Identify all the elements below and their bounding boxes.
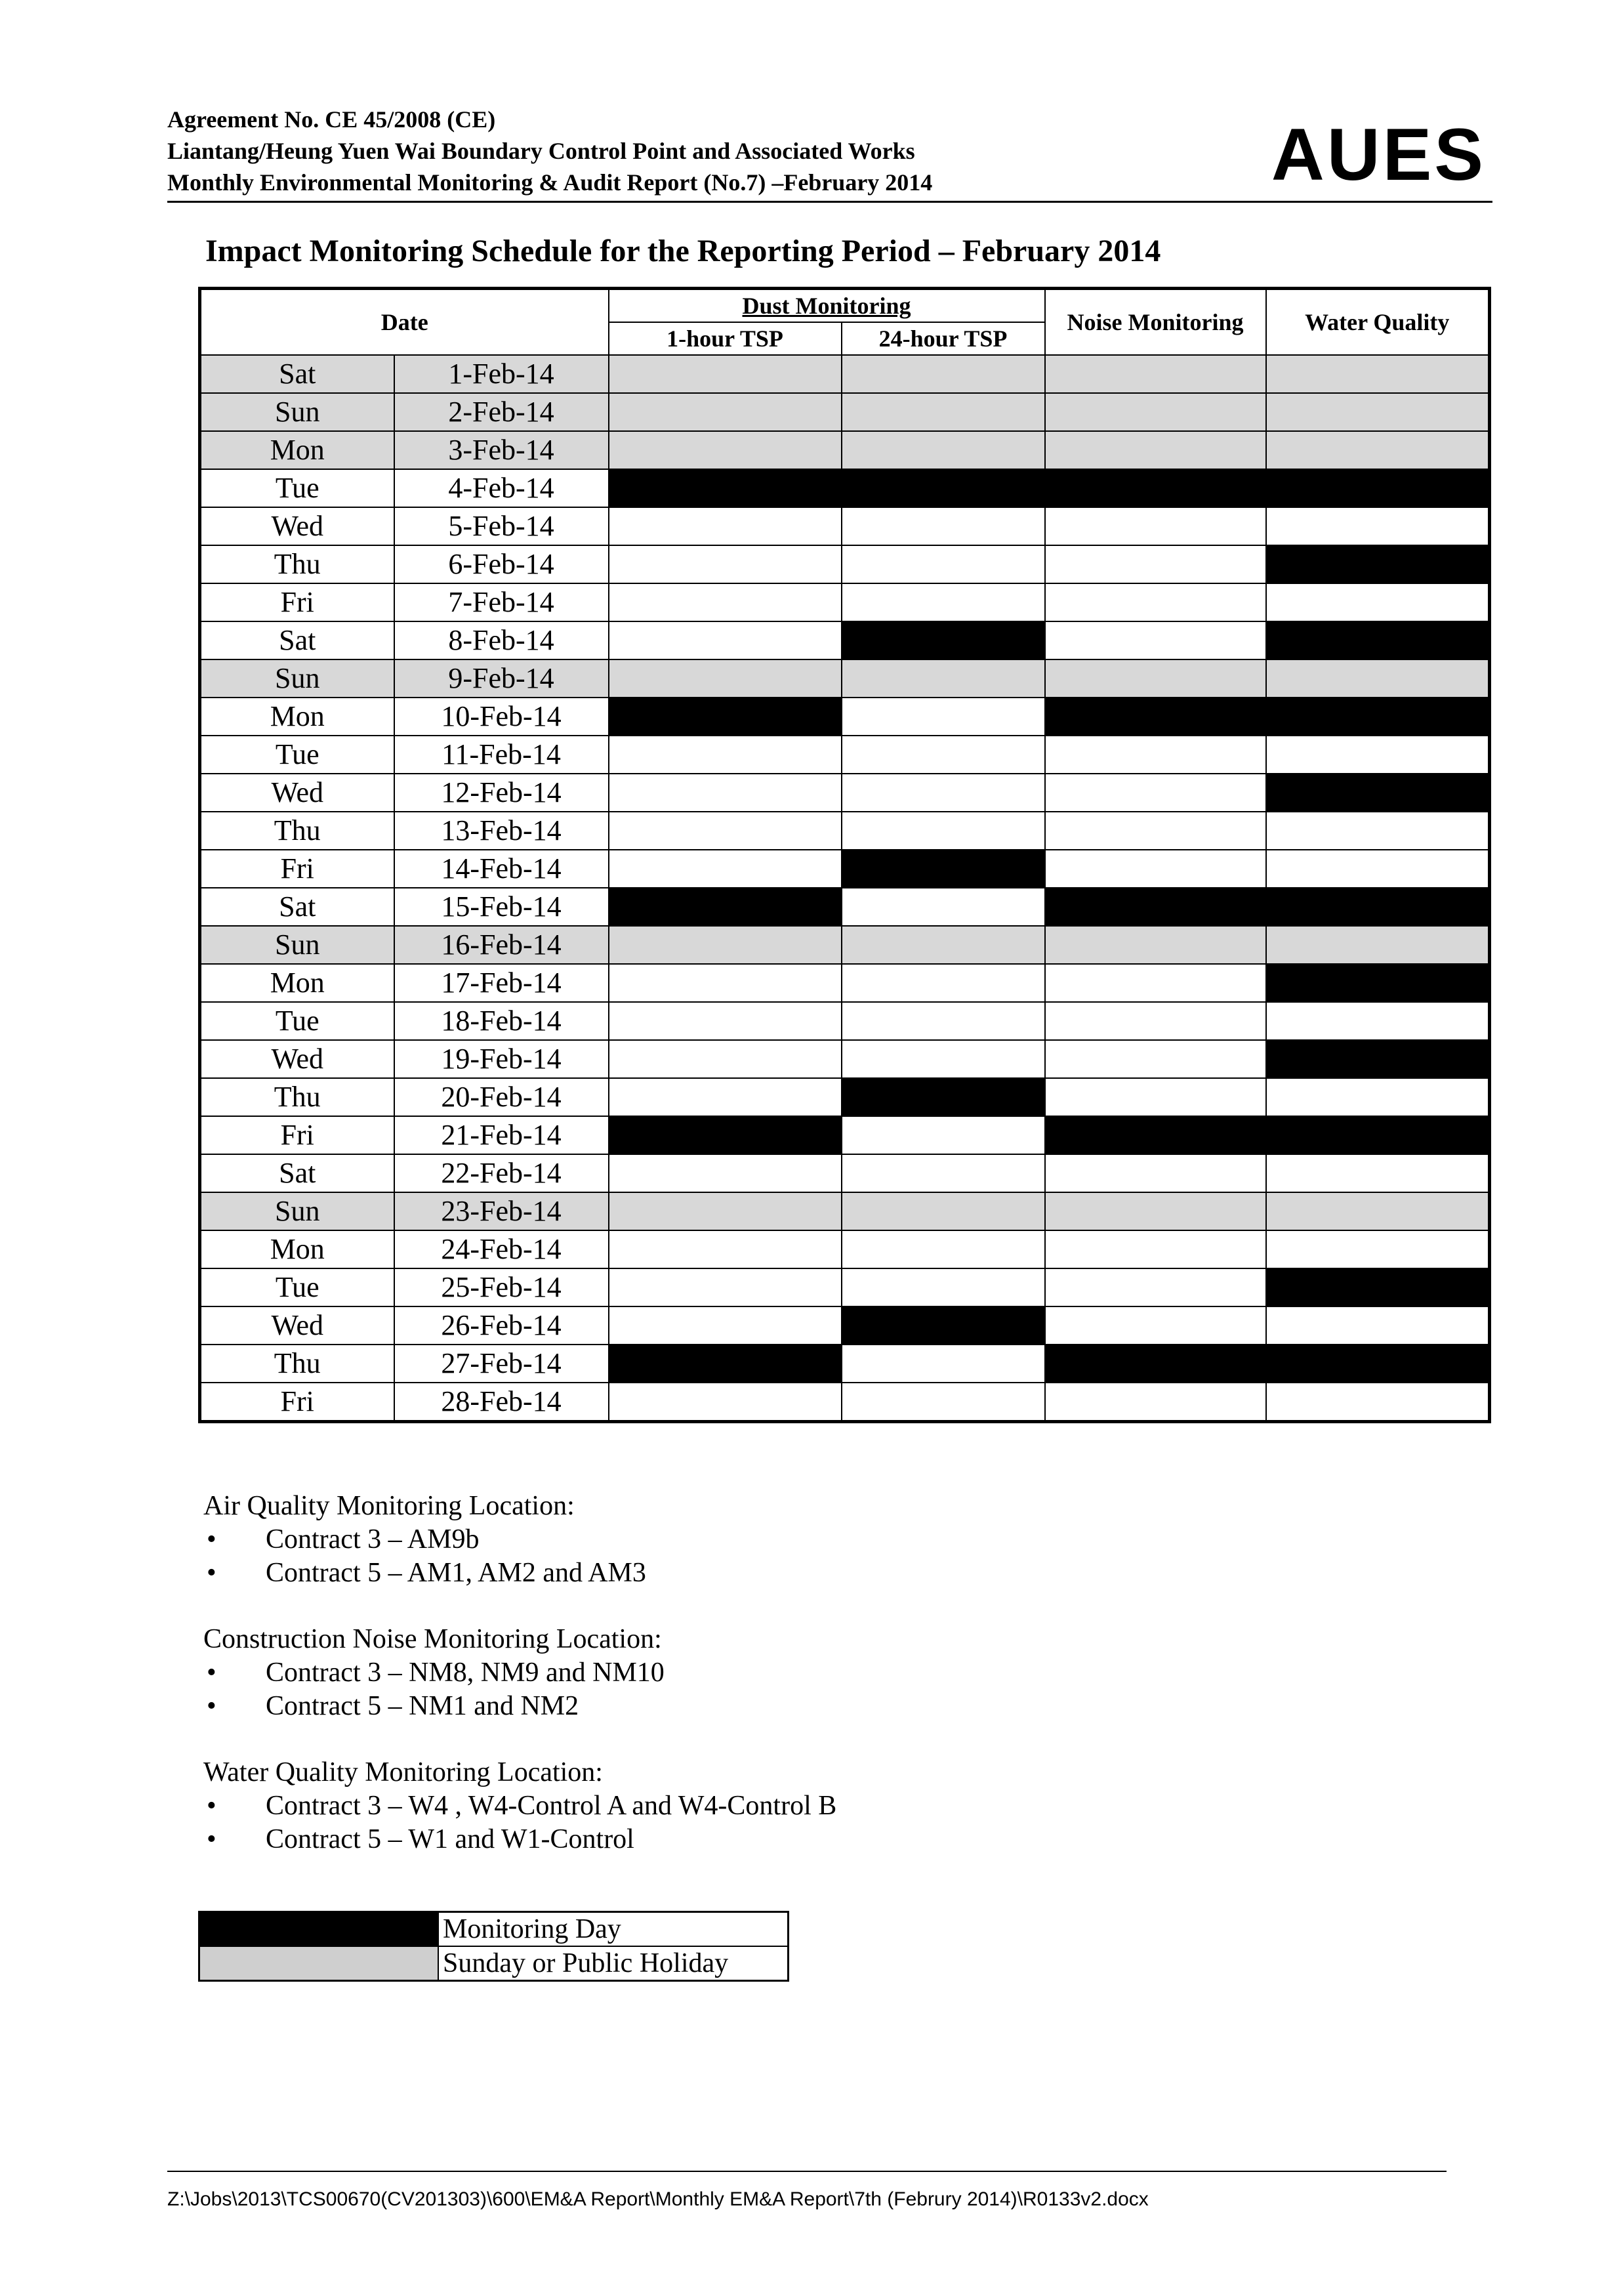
day-cell: Tue <box>200 1268 394 1306</box>
water-quality-locations <box>203 1756 836 1856</box>
holiday-label: Sunday or Public Holiday <box>438 1946 789 1981</box>
list-item <box>203 1656 836 1690</box>
list-item-text: Contract 5 – AM1, AM2 and AM3 <box>266 1558 646 1588</box>
date-cell: 16-Feb-14 <box>394 926 609 964</box>
list-item <box>203 1690 836 1723</box>
tsp24-cell <box>842 1230 1045 1268</box>
date-cell: 1-Feb-14 <box>394 355 609 393</box>
tsp1-cell <box>609 964 842 1002</box>
date-cell: 17-Feb-14 <box>394 964 609 1002</box>
water-cell <box>1266 812 1490 850</box>
date-header: Date <box>200 289 609 356</box>
noise-cell <box>1045 1078 1266 1116</box>
day-cell: Tue <box>200 1002 394 1040</box>
list-item-text: Contract 3 – W4 , W4-Control A and W4-Control B <box>266 1791 837 1821</box>
air-quality-heading: Air Quality Monitoring Location: <box>203 1491 575 1521</box>
water-cell <box>1266 888 1490 926</box>
day-cell: Wed <box>200 1306 394 1345</box>
list-item-text: Contract 3 – NM8, NM9 and NM10 <box>266 1658 665 1688</box>
table-row <box>200 1116 1490 1154</box>
noise-cell <box>1045 1116 1266 1154</box>
day-cell: Fri <box>200 1116 394 1154</box>
table-row <box>200 355 1490 393</box>
date-cell: 21-Feb-14 <box>394 1116 609 1154</box>
tsp24-cell <box>842 1154 1045 1192</box>
table-row <box>200 583 1490 621</box>
tsp-1hour-header: 1-hour TSP <box>609 322 842 355</box>
table-row <box>200 964 1490 1002</box>
date-cell: 10-Feb-14 <box>394 698 609 736</box>
noise-cell <box>1045 355 1266 393</box>
water-cell <box>1266 774 1490 812</box>
table-row <box>200 621 1490 659</box>
table-row <box>200 1383 1490 1422</box>
tsp1-cell <box>609 812 842 850</box>
water-cell <box>1266 1078 1490 1116</box>
noise-cell <box>1045 393 1266 431</box>
day-cell: Fri <box>200 583 394 621</box>
day-cell: Sun <box>200 659 394 698</box>
day-cell: Thu <box>200 1345 394 1383</box>
water-cell <box>1266 736 1490 774</box>
day-cell: Sat <box>200 621 394 659</box>
air-quality-locations <box>203 1490 836 1590</box>
water-cell <box>1266 659 1490 698</box>
date-cell: 3-Feb-14 <box>394 431 609 469</box>
tsp24-cell <box>842 507 1045 545</box>
list-item-text: Contract 5 – W1 and W1-Control <box>266 1824 634 1854</box>
noise-cell <box>1045 1306 1266 1345</box>
day-cell: Wed <box>200 774 394 812</box>
aues-logo: AUES <box>1271 114 1486 196</box>
table-row <box>200 1154 1490 1192</box>
date-cell: 15-Feb-14 <box>394 888 609 926</box>
day-cell: Sun <box>200 393 394 431</box>
table-row <box>200 736 1490 774</box>
tsp24-cell <box>842 926 1045 964</box>
table-row <box>200 1002 1490 1040</box>
monitoring-schedule-table <box>198 287 1491 1423</box>
dust-monitoring-header: Dust Monitoring <box>609 289 1045 323</box>
tsp1-cell <box>609 1040 842 1078</box>
project-name: Liantang/Heung Yuen Wai Boundary Control Point and Associated Works <box>167 138 915 164</box>
day-cell: Mon <box>200 431 394 469</box>
table-row <box>200 545 1490 583</box>
tsp1-cell <box>609 850 842 888</box>
date-cell: 19-Feb-14 <box>394 1040 609 1078</box>
water-cell <box>1266 583 1490 621</box>
water-cell <box>1266 545 1490 583</box>
day-cell: Fri <box>200 850 394 888</box>
tsp24-cell <box>842 355 1045 393</box>
tsp1-cell <box>609 926 842 964</box>
date-cell: 26-Feb-14 <box>394 1306 609 1345</box>
tsp1-cell <box>609 469 842 507</box>
noise-cell <box>1045 1383 1266 1422</box>
noise-cell <box>1045 774 1266 812</box>
tsp24-cell <box>842 1040 1045 1078</box>
day-cell: Wed <box>200 1040 394 1078</box>
tsp24-cell <box>842 583 1045 621</box>
day-cell: Sun <box>200 926 394 964</box>
day-cell: Mon <box>200 698 394 736</box>
tsp24-cell <box>842 736 1045 774</box>
water-cell <box>1266 1383 1490 1422</box>
date-cell: 5-Feb-14 <box>394 507 609 545</box>
bullet: • <box>207 1558 216 1588</box>
date-cell: 27-Feb-14 <box>394 1345 609 1383</box>
table-row <box>200 431 1490 469</box>
table-row <box>200 888 1490 926</box>
bullet: • <box>207 1691 216 1721</box>
tsp24-cell <box>842 1306 1045 1345</box>
date-cell: 14-Feb-14 <box>394 850 609 888</box>
day-cell: Thu <box>200 812 394 850</box>
noise-cell <box>1045 659 1266 698</box>
date-cell: 8-Feb-14 <box>394 621 609 659</box>
day-cell: Wed <box>200 507 394 545</box>
table-row <box>200 469 1490 507</box>
tsp24-cell <box>842 850 1045 888</box>
day-cell: Mon <box>200 964 394 1002</box>
tsp24-cell <box>842 393 1045 431</box>
schedule-body <box>200 355 1490 1422</box>
noise-cell <box>1045 1040 1266 1078</box>
noise-cell <box>1045 1002 1266 1040</box>
noise-cell <box>1045 545 1266 583</box>
date-cell: 25-Feb-14 <box>394 1268 609 1306</box>
tsp24-cell <box>842 469 1045 507</box>
tsp1-cell <box>609 888 842 926</box>
noise-cell <box>1045 469 1266 507</box>
day-cell: Fri <box>200 1383 394 1422</box>
day-cell: Sat <box>200 355 394 393</box>
water-cell <box>1266 431 1490 469</box>
noise-cell <box>1045 964 1266 1002</box>
tsp1-cell <box>609 1154 842 1192</box>
water-cell <box>1266 850 1490 888</box>
day-cell: Mon <box>200 1230 394 1268</box>
page-header <box>167 104 1492 203</box>
tsp24-cell <box>842 1345 1045 1383</box>
water-cell <box>1266 698 1490 736</box>
noise-cell <box>1045 1230 1266 1268</box>
noise-cell <box>1045 1345 1266 1383</box>
date-cell: 20-Feb-14 <box>394 1078 609 1116</box>
date-cell: 18-Feb-14 <box>394 1002 609 1040</box>
table-row <box>200 698 1490 736</box>
water-cell <box>1266 1154 1490 1192</box>
tsp24-cell <box>842 698 1045 736</box>
bullet: • <box>207 1791 216 1821</box>
date-cell: 13-Feb-14 <box>394 812 609 850</box>
noise-cell <box>1045 850 1266 888</box>
table-row <box>200 850 1490 888</box>
noise-cell <box>1045 1154 1266 1192</box>
noise-cell <box>1045 888 1266 926</box>
monitoring-day-swatch <box>199 1912 439 1947</box>
noise-cell <box>1045 1268 1266 1306</box>
tsp1-cell <box>609 1116 842 1154</box>
table-row <box>200 926 1490 964</box>
noise-cell <box>1045 621 1266 659</box>
tsp24-cell <box>842 1116 1045 1154</box>
list-item-text: Contract 3 – AM9b <box>266 1524 480 1555</box>
report-name: Monthly Environmental Monitoring & Audit Report (No.7) –February 2014 <box>167 169 933 196</box>
table-row <box>200 1306 1490 1345</box>
legend-row-holiday <box>199 1946 789 1981</box>
tsp24-cell <box>842 1078 1045 1116</box>
header-row-1 <box>200 289 1490 323</box>
tsp24-cell <box>842 659 1045 698</box>
tsp24-cell <box>842 545 1045 583</box>
day-cell: Thu <box>200 545 394 583</box>
tsp1-cell <box>609 1078 842 1116</box>
water-cell <box>1266 621 1490 659</box>
tsp1-cell <box>609 659 842 698</box>
tsp24-cell <box>842 1383 1045 1422</box>
date-cell: 22-Feb-14 <box>394 1154 609 1192</box>
legend-row-monitoring <box>199 1912 789 1947</box>
table-row <box>200 1345 1490 1383</box>
water-cell <box>1266 1230 1490 1268</box>
table-row <box>200 1230 1490 1268</box>
day-cell: Tue <box>200 469 394 507</box>
list-item <box>203 1789 836 1823</box>
water-cell <box>1266 469 1490 507</box>
legend-table <box>198 1911 789 1982</box>
noise-cell <box>1045 1192 1266 1230</box>
table-row <box>200 1268 1490 1306</box>
water-quality-heading: Water Quality Monitoring Location: <box>203 1757 603 1787</box>
water-cell <box>1266 393 1490 431</box>
bullet: • <box>207 1658 216 1688</box>
noise-locations <box>203 1623 836 1723</box>
list-item <box>203 1523 836 1556</box>
table-row <box>200 812 1490 850</box>
tsp1-cell <box>609 1345 842 1383</box>
date-cell: 11-Feb-14 <box>394 736 609 774</box>
date-cell: 28-Feb-14 <box>394 1383 609 1422</box>
list-item <box>203 1823 836 1856</box>
list-item <box>203 1556 836 1590</box>
tsp1-cell <box>609 621 842 659</box>
page-title: Impact Monitoring Schedule for the Reporting Period – February 2014 <box>205 234 1161 268</box>
tsp1-cell <box>609 1002 842 1040</box>
date-cell: 4-Feb-14 <box>394 469 609 507</box>
table-row <box>200 774 1490 812</box>
list-item-text: Contract 5 – NM1 and NM2 <box>266 1691 579 1721</box>
noise-heading: Construction Noise Monitoring Location: <box>203 1624 662 1654</box>
date-cell: 6-Feb-14 <box>394 545 609 583</box>
day-cell: Sat <box>200 888 394 926</box>
monitoring-day-label: Monitoring Day <box>438 1912 789 1947</box>
tsp1-cell <box>609 583 842 621</box>
tsp1-cell <box>609 698 842 736</box>
water-quality-header: Water Quality <box>1266 289 1490 356</box>
tsp1-cell <box>609 355 842 393</box>
date-cell: 2-Feb-14 <box>394 393 609 431</box>
water-cell <box>1266 1116 1490 1154</box>
date-cell: 12-Feb-14 <box>394 774 609 812</box>
tsp1-cell <box>609 1192 842 1230</box>
noise-cell <box>1045 926 1266 964</box>
noise-cell <box>1045 698 1266 736</box>
file-path-footer: Z:\Jobs\2013\TCS00670(CV201303)\600\EM&A Report\Monthly EM&A Report\7th (Februry 2014)\R0133v2.docx <box>167 2171 1447 2211</box>
water-cell <box>1266 1306 1490 1345</box>
day-cell: Thu <box>200 1078 394 1116</box>
water-cell <box>1266 355 1490 393</box>
day-cell: Sat <box>200 1154 394 1192</box>
tsp24-cell <box>842 888 1045 926</box>
noise-cell <box>1045 812 1266 850</box>
monitoring-locations <box>203 1490 836 1889</box>
tsp1-cell <box>609 1268 842 1306</box>
day-cell: Tue <box>200 736 394 774</box>
table-row <box>200 659 1490 698</box>
holiday-swatch <box>199 1946 439 1981</box>
tsp24-cell <box>842 964 1045 1002</box>
water-cell <box>1266 1268 1490 1306</box>
table-row <box>200 1040 1490 1078</box>
table-row <box>200 507 1490 545</box>
date-cell: 7-Feb-14 <box>394 583 609 621</box>
noise-cell <box>1045 583 1266 621</box>
day-cell: Sun <box>200 1192 394 1230</box>
water-cell <box>1266 1002 1490 1040</box>
tsp24-cell <box>842 621 1045 659</box>
date-cell: 24-Feb-14 <box>394 1230 609 1268</box>
tsp24-cell <box>842 1268 1045 1306</box>
table-row <box>200 393 1490 431</box>
tsp1-cell <box>609 507 842 545</box>
agreement-number: Agreement No. CE 45/2008 (CE) <box>167 106 496 133</box>
water-cell <box>1266 507 1490 545</box>
noise-cell <box>1045 736 1266 774</box>
tsp24-cell <box>842 1192 1045 1230</box>
date-cell: 9-Feb-14 <box>394 659 609 698</box>
water-cell <box>1266 964 1490 1002</box>
tsp1-cell <box>609 1230 842 1268</box>
tsp24-cell <box>842 431 1045 469</box>
water-cell <box>1266 1192 1490 1230</box>
tsp1-cell <box>609 1306 842 1345</box>
tsp24-cell <box>842 774 1045 812</box>
tsp1-cell <box>609 393 842 431</box>
tsp1-cell <box>609 545 842 583</box>
bullet: • <box>207 1824 216 1854</box>
tsp1-cell <box>609 774 842 812</box>
tsp-24hour-header: 24-hour TSP <box>842 322 1045 355</box>
noise-cell <box>1045 507 1266 545</box>
tsp1-cell <box>609 1383 842 1422</box>
water-cell <box>1266 1345 1490 1383</box>
table-row <box>200 1192 1490 1230</box>
noise-cell <box>1045 431 1266 469</box>
date-cell: 23-Feb-14 <box>394 1192 609 1230</box>
tsp1-cell <box>609 431 842 469</box>
table-row <box>200 1078 1490 1116</box>
tsp24-cell <box>842 812 1045 850</box>
noise-monitoring-header: Noise Monitoring <box>1045 289 1266 356</box>
tsp1-cell <box>609 736 842 774</box>
water-cell <box>1266 926 1490 964</box>
tsp24-cell <box>842 1002 1045 1040</box>
water-cell <box>1266 1040 1490 1078</box>
bullet: • <box>207 1524 216 1555</box>
